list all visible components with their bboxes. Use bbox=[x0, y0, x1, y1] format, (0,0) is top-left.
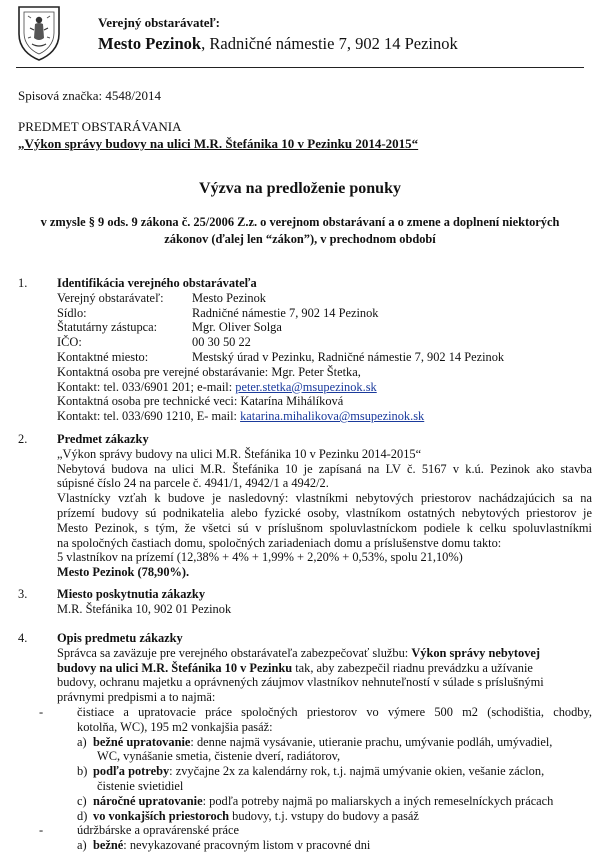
sub-item-b-cont: čistenie svietidiel bbox=[97, 778, 184, 793]
paragraph-line: Vlastnícky vzťah k budove je nasledovný: vlastníkmi nebytových priestorov nachádzajúcich sa na bbox=[57, 491, 592, 506]
list-dash: - bbox=[39, 705, 44, 719]
list-item-maintenance bbox=[39, 823, 592, 838]
section-number: 4. bbox=[18, 631, 28, 645]
list-line: údržbárske a opravárenské práce bbox=[77, 823, 240, 838]
list-line: čistiace a upratovacie práce spoločných priestorov vo výmere 500 m2 (schodištia, chodby, bbox=[77, 705, 592, 719]
sub-item-c: c) náročné upratovanie: podľa potreby najmä po maliarskych a iných remeselníckych prácach bbox=[77, 793, 554, 808]
email-link-technical[interactable]: katarina.mihalikova@msupezinok.sk bbox=[240, 409, 425, 424]
section-title: Miesto poskytnutia zákazky bbox=[57, 587, 206, 601]
paragraph-line: Správca sa zaväzuje pre verejného obstarávateľa zabezpečovať službu: Výkon správy nebytovej bbox=[57, 645, 541, 660]
info-row: Sídlo: Radničné námestie 7, 902 14 Pezinok bbox=[57, 305, 379, 320]
info-row: Kontaktné miesto: Mestský úrad v Pezinku, Radničné námestie 7, 902 14 Pezinok bbox=[57, 349, 505, 364]
authority-label: Verejný obstarávateľ: bbox=[98, 15, 220, 30]
contact-person-procurement: Kontaktná osoba pre verejné obstarávanie: Mgr. Peter Štetka, bbox=[57, 364, 361, 379]
section-number: 1. bbox=[18, 276, 28, 290]
authority-address: , Radničné námestie 7, 902 14 Pezinok bbox=[201, 34, 458, 53]
sub-item-d: d) vo vonkajších priestoroch budovy, t.j. vstupy do budovy a pasáž bbox=[77, 808, 419, 823]
email-link-procurement[interactable]: peter.stetka@msupezinok.sk bbox=[235, 379, 377, 394]
list-dash: - bbox=[39, 823, 44, 838]
city-share: Mesto Pezinok (78,90%). bbox=[57, 565, 190, 580]
subject-heading: PREDMET OBSTARÁVANIA bbox=[18, 119, 182, 134]
sub-item-a-cont: WC, vynášanie smetia, čistenie dverí, radiátorov, bbox=[97, 749, 341, 764]
contact-technical: Kontakt: tel. 033/690 1210, E- mail: katarina.mihalikova@msupezinok.sk bbox=[57, 409, 425, 424]
section-title: Identifikácia verejného obstarávateľa bbox=[57, 276, 257, 290]
document-title: Výzva na predloženie ponuky bbox=[199, 180, 401, 197]
paragraph-line: prízemí budovy sú podnikatelia alebo fyzické osoby, vlastníkom ostatných nebytových priestorov je bbox=[57, 505, 592, 520]
subject-title: „Výkon správy budovy na ulici M.R. Štefánika 10 v Pezinku 2014-2015“ bbox=[18, 136, 419, 151]
header-divider bbox=[16, 67, 584, 68]
paragraph-line: právnymi predpismi a to najmä: bbox=[57, 690, 216, 705]
sub-item-b: b) podľa potreby: zvyčajne 2x za kalendárny rok, t.j. najmä umývanie okien, vešanie záclon, bbox=[77, 764, 545, 779]
section-number: 3. bbox=[18, 587, 28, 601]
authority-heading bbox=[98, 34, 458, 54]
paragraph-line: Mesto Pezinok, s tým, že všetci sú v príslušnom spoluvlastníckom podiele k celku spoluvlastníkmi bbox=[57, 520, 592, 535]
sub-item-a: a) bežné upratovanie: denne najmä vysávanie, utieranie prachu, umývanie podláh, umývadiel, bbox=[77, 734, 553, 749]
paragraph-line: 5 vlastníkov na prízemí (12,38% + 4% + 1,99% + 2,20% + 0,53%, spolu 21,10%) bbox=[57, 550, 463, 565]
paragraph-line: na spoločných častiach domu, spoločných zariadeniach domu a príslušenstve domu takto: bbox=[57, 535, 502, 550]
section-title: Opis predmetu zákazky bbox=[57, 631, 183, 645]
paragraph-line: súpisné číslo 24 na parcele č. 4941/1, 4942/1 a 4942/2. bbox=[57, 476, 329, 491]
list-item-cleaning bbox=[39, 705, 592, 735]
authority-name: Mesto Pezinok bbox=[98, 34, 202, 53]
file-reference: Spisová značka: 4548/2014 bbox=[18, 88, 161, 103]
location-address: M.R. Štefánika 10, 902 01 Pezinok bbox=[57, 601, 232, 616]
info-row: Verejný obstarávateľ: Mesto Pezinok bbox=[57, 290, 266, 305]
info-row: IČO: 00 30 50 22 bbox=[57, 335, 251, 350]
paragraph-line: Nebytová budova na ulici M.R. Štefánika 10 je zapísaná na LV č. 5167 v k.ú. Pezinok ako stavba bbox=[57, 461, 592, 476]
legal-basis: v zmysle § 9 ods. 9 zákona č. 25/2006 Z.z. o verejnom obstarávaní a o zmene a doplnení niektorých zákonov (ďalej len “zákon”), v prechodnom období bbox=[40, 215, 560, 246]
sub-item-a2: a) bežné: nevykazované pracovným listom v pracovné dni bbox=[77, 838, 371, 853]
section-title: Predmet zákazky bbox=[57, 432, 149, 446]
paragraph-line: „Výkon správy budovy na ulici M.R. Štefánika 10 v Pezinku 2014-2015“ bbox=[57, 446, 422, 461]
paragraph-line: budovy na ulici M.R. Štefánika 10 v Pezinku tak, aby zabezpečil riadnu prevádzku a užívanie bbox=[57, 660, 533, 675]
contact-procurement: Kontakt: tel. 033/6901 201; e-mail: peter.stetka@msupezinok.sk bbox=[57, 379, 377, 394]
paragraph-line: budovy, ochranu majetku a oprávnených záujmov vlastníkov nehnuteľností v súlade s príslušnými bbox=[57, 675, 544, 690]
list-line: kotolňa, WC), 195 m2 vonkajšia pasáž: bbox=[77, 719, 273, 734]
section-number: 2. bbox=[18, 432, 28, 446]
info-row: Štatutárny zástupca: Mgr. Oliver Solga bbox=[57, 320, 282, 335]
city-coat-of-arms-icon bbox=[16, 4, 62, 62]
contact-person-technical: Kontaktná osoba pre technické veci: Katarína Mihálíková bbox=[57, 394, 344, 409]
